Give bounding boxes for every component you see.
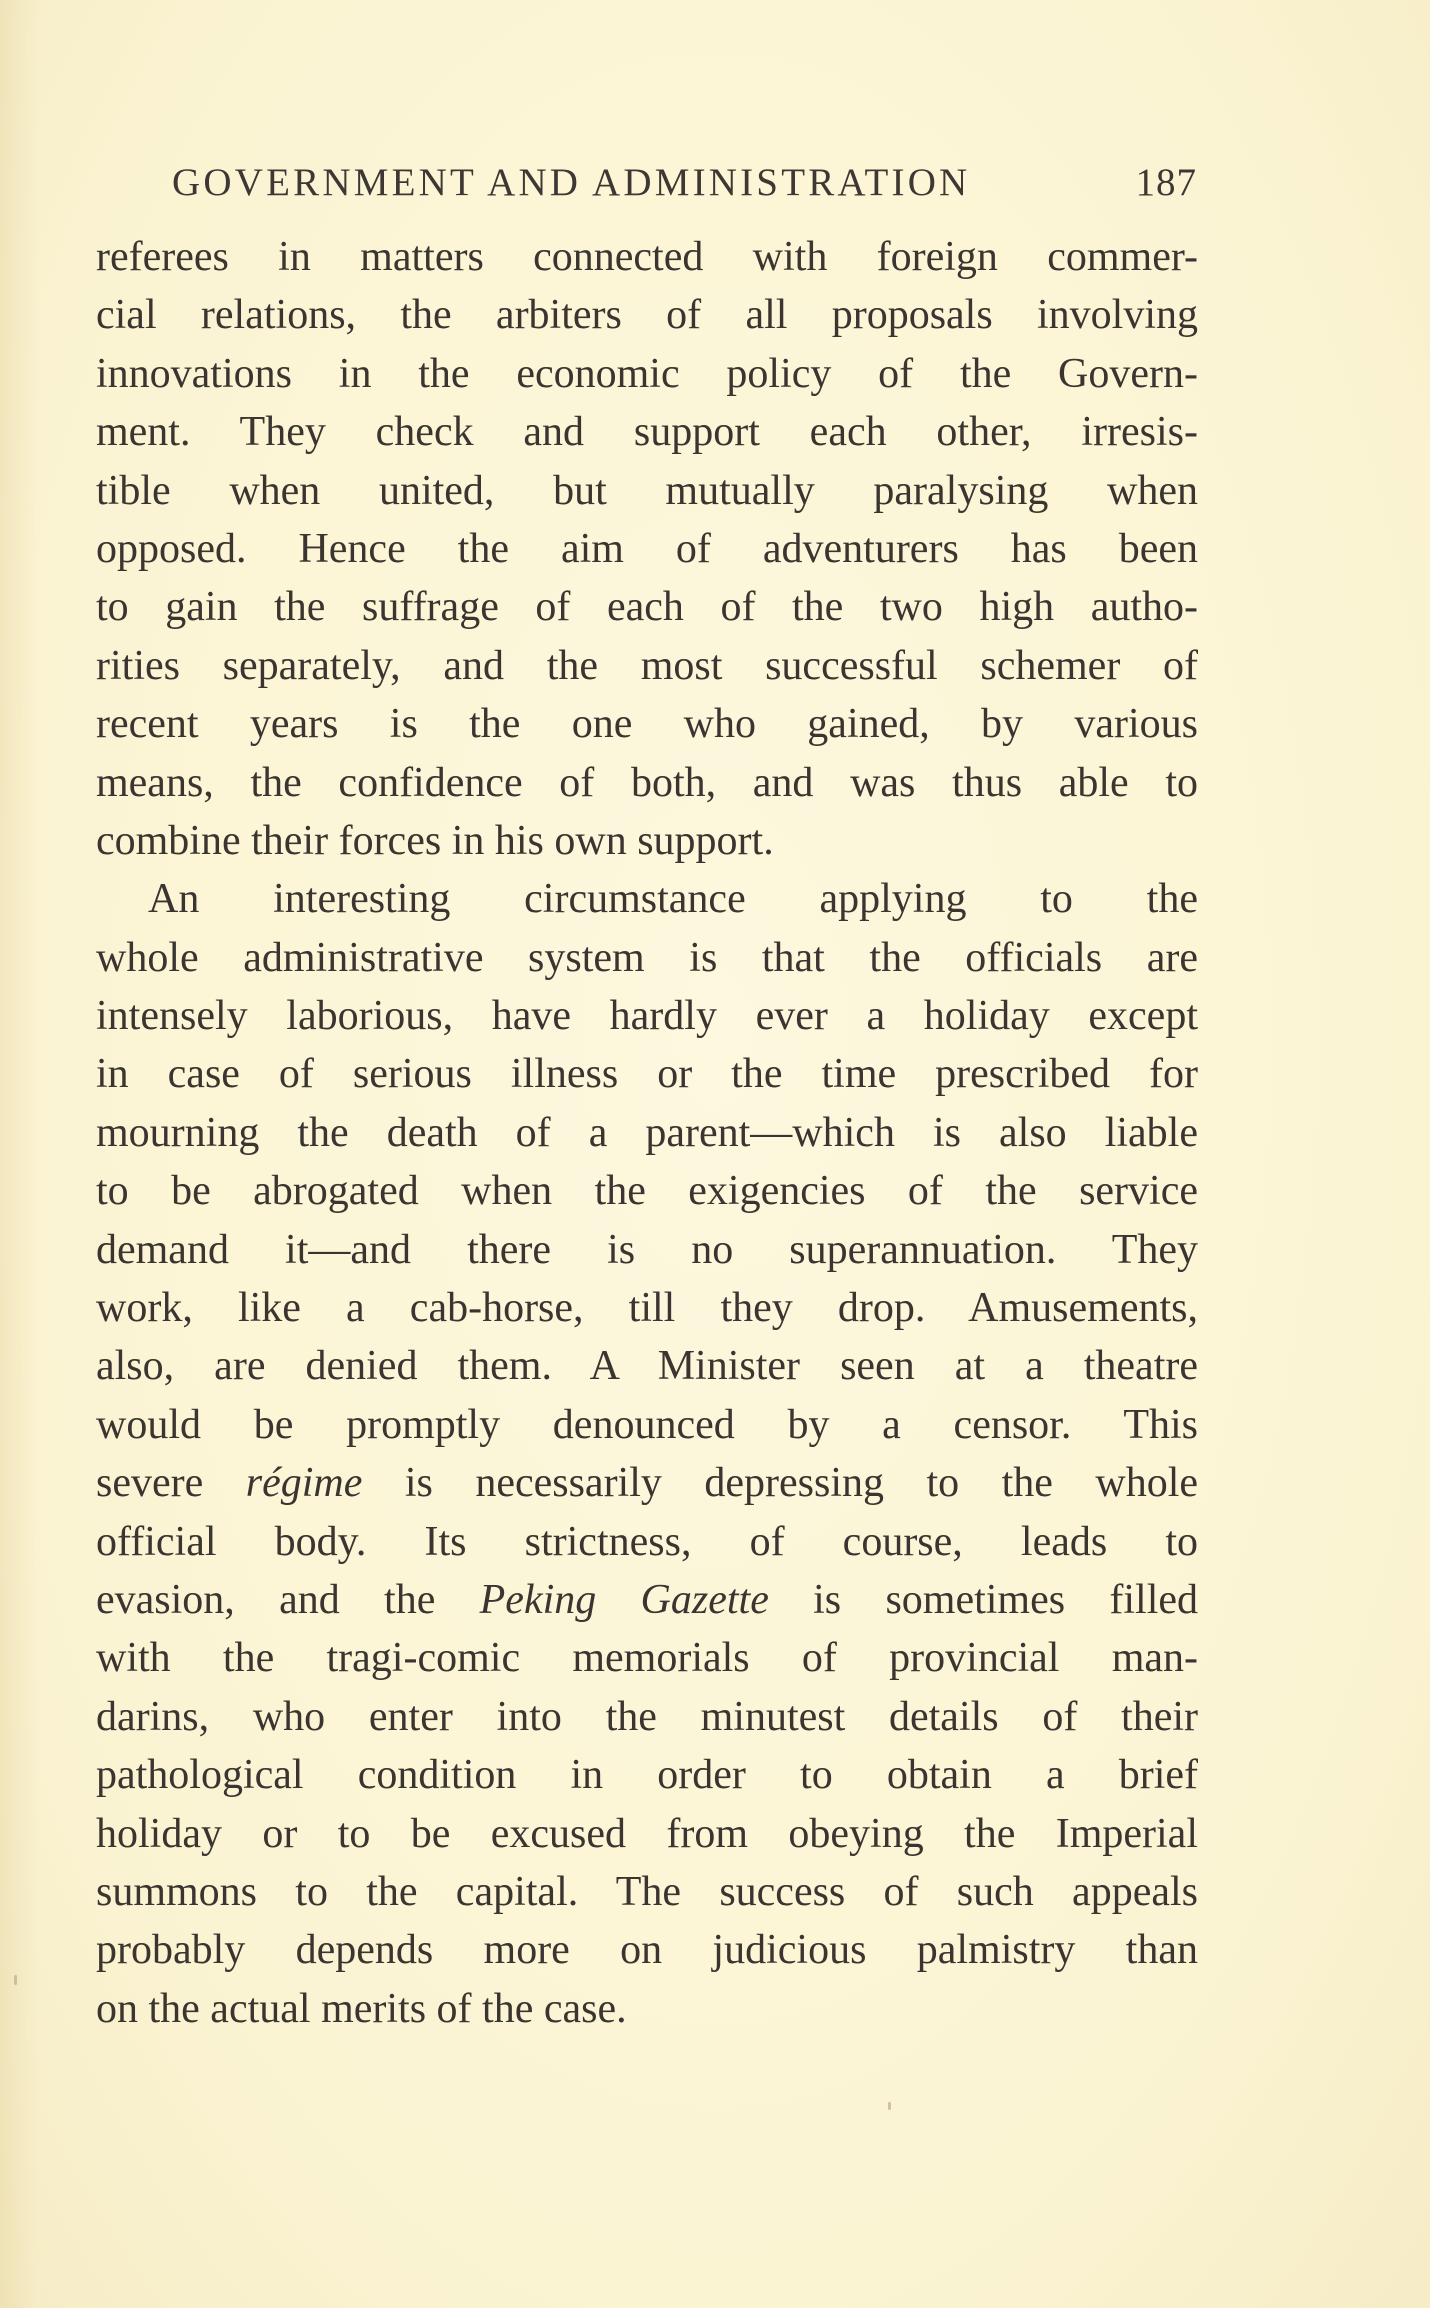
body-text [96,228,1198,2038]
text-line: on the actual merits of the case. [96,1985,627,2032]
text-line: to gain the suffrage of each of the two high autho- [96,584,1198,631]
text-line: work, like a cab-horse, till they drop. Amusements, [96,1285,1198,1332]
text-line: holiday or to be excused from obeying the Imperial [96,1810,1198,1857]
text-line: An interesting circumstance applying to the [148,876,1198,923]
paragraph [96,870,1198,2038]
text-line: referees in matters connected with foreign commer- [96,234,1198,280]
text-segment: is sometimes filled [768,1576,1199,1623]
text-line: demand it—and there is no superannuation. They [96,1226,1198,1273]
text-segment: evasion, and the [96,1576,480,1623]
text-line: tible when united, but mutually paralysing when [96,467,1198,514]
text-segment: is necessarily depressing to the whole [362,1460,1199,1507]
text-line: means, the confidence of both, and was thus able to [96,759,1198,806]
text-line [96,1454,1198,1512]
running-head [172,160,1197,210]
italic-phrase: Peking Gazette [479,1576,769,1623]
paper-speck [14,1975,17,1985]
text-line [96,1571,1198,1629]
text-line: rities separately, and the most successful schemer of [96,642,1198,689]
text-line: recent years is the one who gained, by various [96,701,1198,748]
text-line: official body. Its strictness, of course, leads to [96,1518,1198,1565]
paragraph [96,228,1198,870]
italic-phrase: régime [245,1460,363,1507]
paper-speck [888,2102,891,2110]
page-number: 187 [1135,161,1197,204]
text-line: pathological condition in order to obtain a brief [96,1752,1198,1799]
text-line: ment. They check and support each other, irresis- [96,409,1198,456]
text-segment: severe [96,1460,246,1507]
text-line: opposed. Hence the aim of adventurers has been [96,525,1198,572]
text-line: combine their forces in his own support. [96,817,774,864]
text-line: probably depends more on judicious palmistry than [96,1927,1198,1974]
text-line: innovations in the economic policy of the Govern- [96,350,1198,397]
text-line: in case of serious illness or the time prescribed for [96,1051,1198,1098]
page-edge-shadow [0,0,40,2308]
text-line: intensely laborious, have hardly ever a holiday except [96,993,1198,1040]
text-line: would be promptly denounced by a censor. This [96,1401,1198,1448]
text-line: summons to the capital. The success of such appeals [96,1868,1198,1915]
text-line: also, are denied them. A Minister seen at a theatre [96,1343,1198,1390]
text-line: whole administrative system is that the officials are [96,934,1198,981]
text-line: darins, who enter into the minutest details of their [96,1693,1198,1740]
running-head-title: GOVERNMENT AND ADMINISTRATION [172,161,971,204]
text-line: cial relations, the arbiters of all proposals involving [96,292,1198,339]
text-line: mourning the death of a parent—which is also liable [96,1109,1198,1156]
text-line: to be abrogated when the exigencies of the service [96,1168,1198,1215]
text-line: with the tragi-comic memorials of provincial man- [96,1635,1198,1682]
